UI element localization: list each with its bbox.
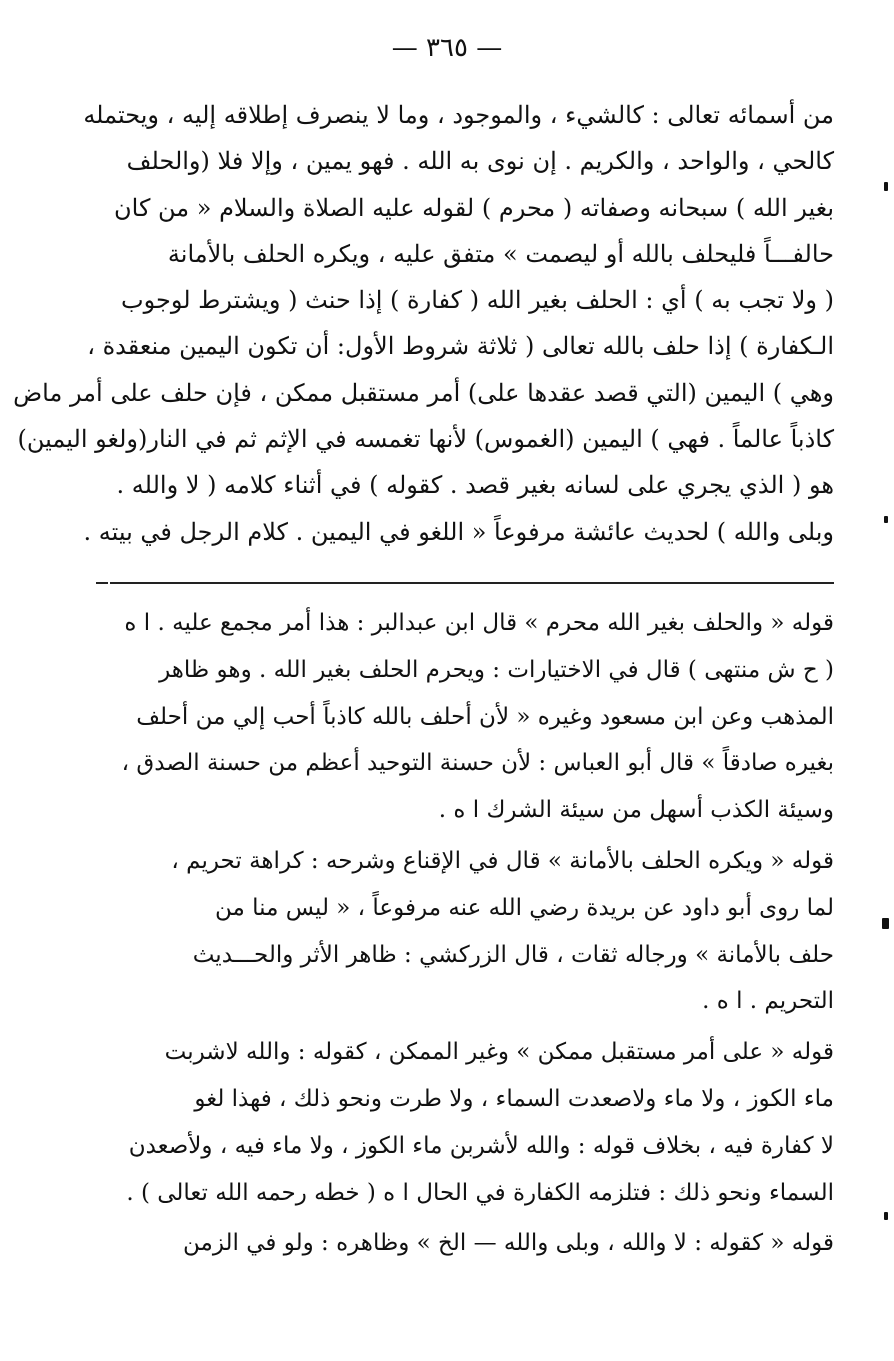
footnote-line: قوله « على أمر مستقبل ممكن » وغير الممكن ، كقوله : والله لاشربت xyxy=(164,1039,834,1066)
footnote-line: المذهب وعن ابن مسعود وغيره « لأن أحلف بالله كاذباً أحب إلي من أحلف xyxy=(136,703,834,730)
main-text-line: هو ( الذي يجري على لسانه بغير قصد . كقوله ) في أثناء كلامه ( لا والله . xyxy=(116,471,834,500)
main-text-line: كالحي ، والواحد ، والكريم . إن نوى به الله . فهو يمين ، وإلا فلا (والحلف xyxy=(126,147,834,176)
footnote-line: قوله « كقوله : لا والله ، وبلى والله — الخ » وظاهره : ولو في الزمن xyxy=(183,1230,834,1257)
footnote-line: قوله « والحلف بغير الله محرم » قال ابن عبدالبر : هذا أمر مجمع عليه . ا ه xyxy=(124,610,834,636)
footnote-1 xyxy=(118,600,834,834)
footnote-divider xyxy=(110,582,834,584)
footnote-line: وسيئة الكذب أسهل من سيئة الشرك ا ه . xyxy=(438,797,834,824)
footnote-line: قوله « ويكره الحلف بالأمانة » قال في الإقناع وشرحه : كراهة تحريم ، xyxy=(171,847,834,874)
footnote-3 xyxy=(118,1029,834,1216)
footnote-2 xyxy=(118,838,834,1025)
main-text-line: وهي ) اليمين (التي قصد عقدها على) أمر مستقبل ممكن ، فإن حلف على أمر ماض xyxy=(13,378,834,407)
main-text-line: ( ولا تجب به ) أي : الحلف بغير الله ( كفارة ) إذا حنث ( ويشترط لوجوب xyxy=(120,286,834,315)
footnote-line: حلف بالأمانة » ورجاله ثقات ، قال الزركشي : ظاهر الأثر والحـــديث xyxy=(192,941,834,968)
main-text-line: حالفـــاً فليحلف بالله أو ليصمت » متفق عليه ، ويكره الحلف بالأمانة xyxy=(167,239,834,268)
footnotes-section xyxy=(118,600,834,1267)
footnote-line: التحريم . ا ه . xyxy=(702,988,834,1015)
main-text-line: الـكفارة ) إذا حلف بالله تعالى ( ثلاثة شروط الأول: أن تكون اليمين منعقدة ، xyxy=(87,332,834,361)
scan-mark xyxy=(884,182,888,191)
footnote-divider-tick xyxy=(96,582,108,584)
main-text-body xyxy=(13,92,834,555)
main-text-line: كاذباً عالماً . فهي ) اليمين (الغموس) لأنها تغمسه في الإثم ثم في النار(ولغو اليمين) xyxy=(17,425,834,454)
page-number: — ٣٦٥ — xyxy=(391,33,503,63)
footnote-line: لا كفارة فيه ، بخلاف قوله : والله لأشربن ماء الكوز ، ولا ماء فيه ، ولأصعدن xyxy=(128,1132,834,1159)
footnote-line: ( ح ش منتهى ) قال في الاختيارات : ويحرم الحلف بغير الله . وهو ظاهر xyxy=(159,656,834,683)
footnote-4 xyxy=(118,1220,834,1267)
scan-mark xyxy=(882,918,889,929)
main-text-line: من أسمائه تعالى : كالشيء ، والموجود ، وما لا ينصرف إطلاقه إليه ، ويحتمله xyxy=(83,101,834,129)
scan-mark xyxy=(884,516,888,523)
footnote-line: ماء الكوز ، ولا ماء ولاصعدت السماء ، ولا طرت ونحو ذلك ، فهذا لغو xyxy=(194,1085,834,1112)
footnote-line: بغيره صادقاً » قال أبو العباس : لأن حسنة التوحيد أعظم من حسنة الصدق ، xyxy=(121,750,834,777)
main-text-line: وبلى والله ) لحديث عائشة مرفوعاً « اللغو في اليمين . كلام الرجل في بيته . xyxy=(83,517,834,546)
scan-mark xyxy=(884,1212,888,1220)
main-text-line: بغير الله ) سبحانه وصفاته ( محرم ) لقوله عليه الصلاة والسلام « من كان xyxy=(114,193,834,222)
footnote-line: السماء ونحو ذلك : فتلزمه الكفارة في الحال ا ه ( خطه رحمه الله تعالى ) . xyxy=(126,1179,834,1206)
footnote-line: لما روى أبو داود عن بريدة رضي الله عنه مرفوعاً ، « ليس منا من xyxy=(214,894,834,921)
